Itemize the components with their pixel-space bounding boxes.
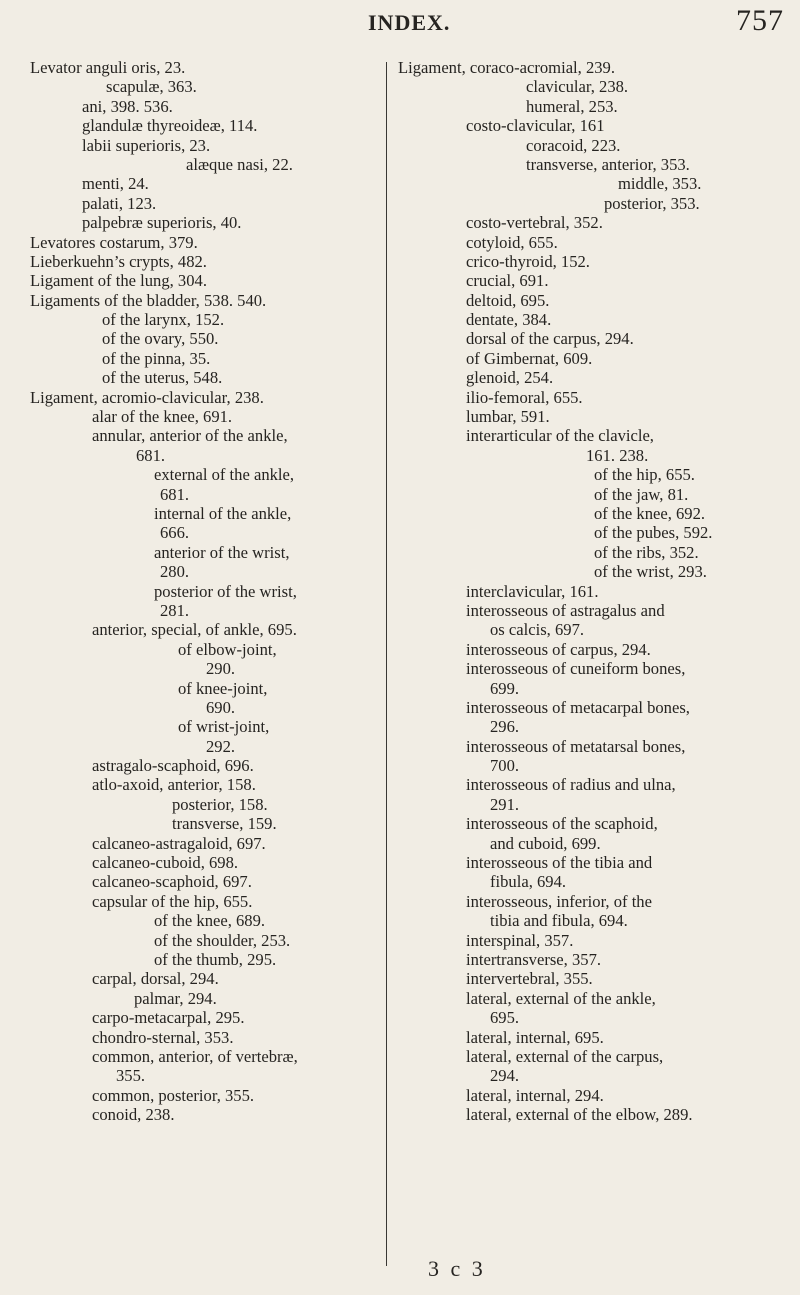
index-entry: palpebræ superioris, 40. [82,213,242,233]
index-entry: interosseous of metatarsal bones, [466,736,686,756]
index-entry: of the knee, 689. [154,911,266,931]
left-index-column [30,58,380,1124]
index-entry: 355. [116,1066,146,1086]
index-entry: Levatores costarum, 379. [30,232,198,252]
index-entry: of elbow-joint, [178,639,277,659]
index-entry: 292. [206,736,236,756]
index-entry: annular, anterior of the ankle, [92,426,288,446]
index-entry: interosseous of carpus, 294. [466,639,651,659]
index-entry: Ligament, acromio-clavicular, 238. [30,387,264,407]
index-entry: deltoid, 695. [466,290,550,310]
index-entry: of the hip, 655. [594,465,695,485]
index-entry: cotyloid, 655. [466,232,558,252]
index-entry: menti, 24. [82,174,149,194]
column-divider [386,62,387,1266]
index-entry: ani, 398. 536. [82,96,173,116]
index-entry: alar of the knee, 691. [92,407,233,427]
index-entry: interosseous of the tibia and [466,853,653,873]
index-entry: of the shoulder, 253. [154,930,291,950]
index-entry: of Gimbernat, 609. [466,348,593,368]
index-entry: Ligaments of the bladder, 538. 540. [30,290,267,310]
index-entry: interosseous of cuneiform bones, [466,659,686,679]
index-entry: transverse, 159. [172,814,277,834]
index-entry: of knee-joint, [178,678,268,698]
index-entry: lateral, internal, 695. [466,1027,604,1047]
page-header [0,4,800,44]
index-entry: intervertebral, 355. [466,969,593,989]
index-entry: and cuboid, 699. [490,833,601,853]
index-entry: Ligament, coraco-acromial, 239. [398,58,616,77]
index-entry: fibula, 694. [490,872,567,892]
index-entry: interspinal, 357. [466,930,574,950]
index-entry: glandulæ thyreoideæ, 114. [82,116,258,136]
index-entry: 695. [490,1008,520,1028]
index-entry: crucial, 691. [466,271,549,291]
index-entry: posterior of the wrist, [154,581,297,601]
index-entry: Levator anguli oris, 23. [30,58,186,77]
index-entry: interosseous of radius and ulna, [466,775,676,795]
index-entry: clavicular, 238. [526,77,629,97]
index-entry: chondro-sternal, 353. [92,1027,234,1047]
index-entry: of the uterus, 548. [102,368,223,388]
index-entry: of the larynx, 152. [102,310,225,330]
index-entry: of the pubes, 592. [594,523,713,543]
index-entry: 681. [160,484,190,504]
index-entry: ilio-femoral, 655. [466,387,583,407]
index-entry: of wrist-joint, [178,717,270,737]
index-entry: coracoid, 223. [526,135,621,155]
index-entry: interarticular of the clavicle, [466,426,654,446]
index-entry: humeral, 253. [526,96,618,116]
index-entry: of the ovary, 550. [102,329,219,349]
index-entry: lateral, external of the ankle, [466,988,656,1008]
index-entry: calcaneo-scaphoid, 697. [92,872,252,892]
signature-mark: 3 c 3 [428,1256,486,1281]
index-entry: interosseous, inferior, of the [466,891,652,911]
index-entry: 699. [490,678,520,698]
index-entry: costo-vertebral, 352. [466,213,603,233]
index-entry: os calcis, 697. [490,620,585,640]
index-entry: dorsal of the carpus, 294. [466,329,634,349]
index-entry: posterior, 353. [604,193,700,213]
index-entry: common, anterior, of vertebræ, [92,1046,298,1066]
index-entry: Lieberkuehn’s crypts, 482. [30,251,207,271]
index-entry: calcaneo-astragaloid, 697. [92,833,266,853]
index-entry: palati, 123. [82,193,157,213]
index-entry: lateral, external of the elbow, 289. [466,1105,693,1125]
index-entry: 681. [136,445,166,465]
index-entry: of the jaw, 81. [594,484,689,504]
index-entry: middle, 353. [618,174,702,194]
right-index-column [398,58,788,1124]
index-entry: 700. [490,756,520,776]
index-entry: 690. [206,697,236,717]
index-entry: anterior of the wrist, [154,542,290,562]
index-entry: 294. [490,1066,520,1086]
index-entry: intertransverse, 357. [466,949,602,969]
index-entry: labii superioris, 23. [82,135,211,155]
index-entry: astragalo-scaphoid, 696. [92,756,254,776]
index-entry: of the knee, 692. [594,503,706,523]
index-entry: 161. 238. [586,445,649,465]
index-entry: 296. [490,717,520,737]
index-entry: internal of the ankle, [154,503,292,523]
running-title: INDEX. [368,10,451,35]
index-entry: Ligament of the lung, 304. [30,271,207,291]
index-entry: interclavicular, 161. [466,581,599,601]
index-entry: of the thumb, 295. [154,949,277,969]
index-entry: interosseous of astragalus and [466,600,665,620]
index-entry: scapulæ, 363. [106,77,197,97]
index-entry: 281. [160,600,190,620]
index-entry: capsular of the hip, 655. [92,891,253,911]
index-entry: interosseous of metacarpal bones, [466,697,690,717]
index-entry: of the ribs, 352. [594,542,699,562]
index-entry: carpo-metacarpal, 295. [92,1008,245,1028]
index-entry: common, posterior, 355. [92,1085,255,1105]
index-entry: of the wrist, 293. [594,562,707,582]
index-entry: palmar, 294. [134,988,217,1008]
index-entry: lumbar, 591. [466,407,550,427]
index-entry: external of the ankle, [154,465,295,485]
index-entry: transverse, anterior, 353. [526,154,690,174]
index-entry: 290. [206,659,236,679]
index-entry: crico-thyroid, 152. [466,251,590,271]
index-entry: 666. [160,523,190,543]
index-entry: alæque nasi, 22. [186,154,293,174]
index-entry: lateral, internal, 294. [466,1085,604,1105]
index-entry: anterior, special, of ankle, 695. [92,620,297,640]
index-entry: dentate, 384. [466,310,552,330]
index-entry: interosseous of the scaphoid, [466,814,658,834]
index-entry: posterior, 158. [172,794,268,814]
page-number: 757 [736,4,784,37]
index-entry: tibia and fibula, 694. [490,911,628,931]
index-entry: atlo-axoid, anterior, 158. [92,775,256,795]
index-entry: 280. [160,562,190,582]
index-entry: 291. [490,794,520,814]
index-entry: carpal, dorsal, 294. [92,969,219,989]
index-entry: of the pinna, 35. [102,348,211,368]
index-entry: calcaneo-cuboid, 698. [92,853,239,873]
index-entry: costo-clavicular, 161 [466,116,605,136]
index-entry: lateral, external of the carpus, [466,1046,664,1066]
index-entry: conoid, 238. [92,1105,175,1125]
index-entry: glenoid, 254. [466,368,554,388]
